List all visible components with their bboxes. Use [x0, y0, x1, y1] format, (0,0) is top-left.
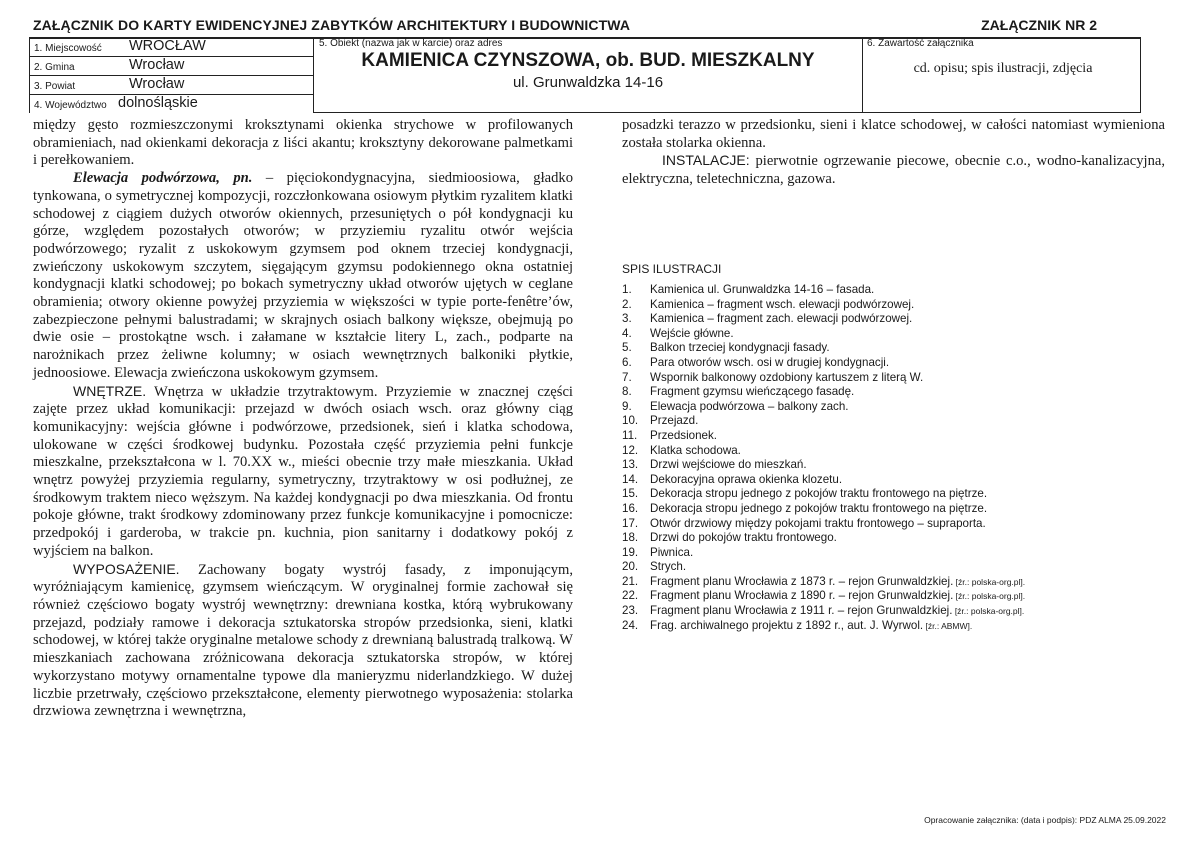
description-left-column — [33, 117, 573, 721]
footer-note: Opracowanie załącznika: (data i podpis): PDZ ALMA 25.09.2022 — [924, 815, 1166, 825]
paragraph-roof-windows: między gęsto rozmieszczonymi kroksztynami okienka strychowe w profilowanych obramieniach, nad okienkami dekoracja z liści akantu; kroksztyny dekorowane palmetkami i perełkowaniem. — [33, 117, 573, 169]
field-label-miejscowosc: 1. Miejscowość — [34, 43, 102, 54]
illustration-item — [622, 487, 1025, 502]
illustration-title: Balkon trzeciej kondygnacji fasady. — [650, 341, 830, 355]
field-label-gmina: 2. Gmina — [34, 62, 75, 73]
illustration-item — [622, 341, 1025, 356]
illustration-title: Dekoracja stropu jednego z pokojów traktu frontowego na piętrze. — [650, 501, 988, 515]
illustration-item — [622, 400, 1025, 415]
document-title: ZAŁĄCZNIK DO KARTY EWIDENCYJNEJ ZABYTKÓW ARCHITEKTURY I BUDOWNICTWA — [33, 17, 631, 33]
paragraph-installations — [622, 152, 1165, 188]
illustration-source: [źr.: polska-org.pl]. — [953, 591, 1026, 602]
field-value-wojewodztwo: dolnośląskie — [118, 95, 198, 111]
illustrations-list — [622, 283, 1025, 633]
section-heading-courtyard-elevation: Elewacja podwórzowa, pn. — [73, 170, 253, 187]
illustration-number: 21. — [622, 574, 639, 588]
object-name: KAMIENICA CZYNSZOWA, ob. BUD. MIESZKALNY — [361, 50, 815, 71]
illustration-number: 10. — [622, 414, 639, 428]
illustration-item — [622, 312, 1025, 327]
illustration-item — [622, 619, 1025, 634]
illustration-title: Frag. archiwalnego projektu z 1892 r., aut. J. Wyrwol. — [650, 618, 924, 632]
field-value-gmina: Wrocław — [129, 57, 185, 73]
illustration-title: Fragment planu Wrocławia z 1873 r. – rejon Grunwaldzkiej. — [650, 574, 954, 588]
attachment-content-label: 6. Zawartość załącznika — [867, 38, 974, 49]
illustration-number: 5. — [622, 341, 632, 355]
field-label-powiat: 3. Powiat — [34, 81, 76, 92]
illustration-title: Drzwi wejściowe do mieszkań. — [650, 458, 807, 472]
object-label: 5. Obiekt (nazwa jak w karcie) oraz adres — [319, 38, 503, 49]
illustration-item — [622, 560, 1025, 575]
illustration-title: Otwór drzwiowy między pokojami traktu frontowego – supraporta. — [650, 516, 986, 530]
installations-text: pierwotnie ogrzewanie piecowe, obecnie c.o., wodno-kanalizacyjna, elektryczna, teletechniczna, gazowa. — [622, 153, 1165, 188]
illustration-number: 17. — [622, 516, 639, 530]
illustration-item — [622, 458, 1025, 473]
illustration-item — [622, 531, 1025, 546]
illustration-item — [622, 414, 1025, 429]
illustration-number: 14. — [622, 472, 639, 486]
illustration-number: 13. — [622, 458, 639, 472]
field-value-miejscowosc: WROCŁAW — [129, 38, 206, 54]
illustration-title: Drzwi do pokojów traktu frontowego. — [650, 531, 837, 545]
illustration-number: 2. — [622, 297, 632, 311]
illustration-number: 19. — [622, 545, 639, 559]
illustration-title: Wejście główne. — [650, 326, 734, 340]
illustration-item — [622, 298, 1025, 313]
section-heading-interior: WNĘTRZE. — [73, 382, 147, 399]
paragraph-interior — [33, 383, 573, 561]
illustration-title: Dekoracja stropu jednego z pokojów traktu frontowego na piętrze. — [650, 487, 988, 501]
illustration-item — [622, 371, 1025, 386]
illustration-number: 4. — [622, 326, 632, 340]
illustration-item — [622, 356, 1025, 371]
illustration-item — [622, 575, 1025, 590]
illustration-source: [źr.: polska-org.pl]. — [953, 576, 1026, 587]
illustration-number: 6. — [622, 355, 632, 369]
illustration-title: Fragment planu Wrocławia z 1911 r. – rejon Grunwaldzkiej. — [650, 604, 953, 618]
courtyard-elevation-text: – pięciokondygnacyjna, siedmioosiowa, gładko tynkowana, o symetrycznej kompozycji, rozczłonkowana osiowym płytkim ryzalitem klatki schodowej z ciągiem dużych otworów okiennych, przesuniętych o pół kondygnacji ku górze, względem pozostałych otworów; w przyziemiu ryzalitu otwór wejścia podwórzowego; ryzalit z uskokowym gzymsem pod oknem trzeciej kondygnacji, zwieńczony uskokowym szczytem, sięgającym gzymsu podokiennego okna ostatniej kondygnacji klatki schodowej; po bokach symetryczny układ otworów ujętych w ceglane obramienia; otwory okienne powyżej przyziemia w większości w typie porte-fenêtre’ów, zabezpieczone pełnymi balustradami; w skrajnych osiach balkony większe, obejmują po dwie osie – prostokątne wsch. i załamane w kształcie litery L, zach., podparte na narożnikach przez żeliwne kolumny; w osiach wewnętrznych balkoniki płytkie, jednoosiowe. Elewacja zwieńczona uskokowym gzymsem. — [33, 170, 573, 381]
attachment-content-value: cd. opisu; spis ilustracji, zdjęcia — [913, 61, 1093, 76]
illustration-number: 22. — [622, 589, 639, 603]
illustration-title: Strych. — [650, 560, 687, 574]
illustrations-heading: SPIS ILUSTRACJI — [622, 262, 722, 276]
illustration-number: 23. — [622, 604, 639, 618]
illustration-number: 1. — [622, 283, 632, 296]
illustration-item — [622, 473, 1025, 488]
illustration-item — [622, 283, 1025, 298]
illustration-number: 3. — [622, 312, 632, 326]
object-address: ul. Grunwaldzka 14-16 — [512, 74, 664, 91]
field-value-powiat: Wrocław — [129, 76, 185, 92]
paragraph-continuation: posadzki terazzo w przedsionku, sieni i klatce schodowej, w całości natomiast wymieniona została stolarka okienna. — [622, 117, 1165, 151]
illustration-item — [622, 604, 1025, 619]
section-heading-furnishings: WYPOSAŻENIE. — [73, 560, 180, 577]
illustration-number: 8. — [622, 385, 632, 399]
illustration-title: Kamienica – fragment zach. elewacji podwórzowej. — [650, 312, 913, 326]
interior-text: Wnętrza w układzie trzytraktowym. Przyziemie w znacznej części zajęte przez układ komunikacji: przejazd w dwóch osiach wsch. oraz główny ciąg komunikacyjny: wejścia główne i podwórzowe, przedsionek, sień i klatka schodowa, ulokowane w części środkowej budynku. Pozostała część przyziemia pełni funkcje mieszkalne, przekształcona w l. 70.XX w., mieści obecnie trzy małe mieszkania. Układ wnętrz powyżej przyziemia regularny, symetryczny, trzytraktowy w osi podłużnej, ze środkowym traktem nieco węższym. Na każdej kondygnacji po dwa mieszkania. Od frontu pokoje główne, trakt środkowy zdominowany przez funkcje komunikacyjne i pomocnicze: przedpokój i garderoba, w trakcie pn. kuchnia, pion sanitarny i dodatkowy pokój z wyjściem na balkon. — [33, 383, 573, 559]
illustration-number: 11. — [622, 428, 638, 442]
furnishings-text: Zachowany bogaty wystrój fasady, z imponującym, wyróżniającym kamienicę, gzymsem wieńczącym. W oryginalnej formie zachował się również częściowo bogaty wystrój wewnętrzny: drewniana kostka, którą wybrukowany przejazd, podziały ramowe i dekoracja sztukatorska stropów przedsionka, sieni, klatki schodowej, w której także oryginalne metalowe schody z drewnianą balustradą tralkową. W mieszkaniach zachowana zróżnicowana dekoracja sztukatorska stropów, w której wykorzystano motywy ornamentalne typowe dla manieryzmu niderlandzkiego. W dużej liczbie przetrwały, częściowo przekształcone, elementy pierwotnego wyposażenia: stolarka drzwiowa zewnętrzna i wewnętrzna, — [33, 561, 573, 720]
table-divider-2 — [862, 37, 863, 113]
illustration-item — [622, 502, 1025, 517]
illustration-title: Para otworów wsch. osi w drugiej kondygnacji. — [650, 355, 890, 369]
field-label-wojewodztwo: 4. Województwo — [34, 100, 107, 111]
description-right-column — [622, 117, 1165, 189]
illustration-number: 9. — [622, 399, 632, 413]
paragraph-furnishings — [33, 561, 573, 721]
illustration-title: Przejazd. — [650, 414, 699, 428]
illustration-item — [622, 517, 1025, 532]
illustration-title: Kamienica ul. Grunwaldzka 14-16 – fasada. — [650, 283, 875, 296]
illustration-title: Kamienica – fragment wsch. elewacji podwórzowej. — [650, 297, 915, 311]
illustration-number: 20. — [622, 560, 639, 574]
illustration-title: Wspornik balkonowy ozdobiony kartuszem z literą W. — [650, 370, 924, 384]
attachment-number: ZAŁĄCZNIK NR 2 — [981, 17, 1097, 33]
illustration-number: 16. — [622, 501, 639, 515]
paragraph-courtyard-elevation — [33, 170, 573, 382]
section-heading-installations: INSTALACJE: — [662, 152, 750, 169]
illustration-number: 15. — [622, 487, 639, 501]
table-border-bottom — [313, 112, 1141, 113]
illustration-title: Piwnica. — [650, 545, 694, 559]
header-table — [29, 37, 1141, 113]
illustration-number: 12. — [622, 443, 639, 457]
illustration-number: 18. — [622, 531, 639, 545]
illustration-title: Fragment planu Wrocławia z 1890 r. – rejon Grunwaldzkiej. — [650, 589, 954, 603]
illustration-number: 24. — [622, 618, 639, 632]
illustration-item — [622, 327, 1025, 342]
illustration-item — [622, 385, 1025, 400]
illustration-number: 7. — [622, 370, 632, 384]
illustration-source: [źr.: polska-org.pl]. — [952, 606, 1025, 617]
illustration-item — [622, 444, 1025, 459]
illustration-item — [622, 546, 1025, 561]
illustration-title: Dekoracyjna oprawa okienka klozetu. — [650, 472, 843, 486]
illustration-title: Klatka schodowa. — [650, 443, 741, 457]
illustration-title: Elewacja podwórzowa – balkony zach. — [650, 399, 849, 413]
illustration-title: Fragment gzymsu wieńczącego fasadę. — [650, 385, 855, 399]
illustration-title: Przedsionek. — [650, 428, 718, 442]
illustration-source: [źr.: ABMW]. — [923, 620, 973, 631]
illustration-item — [622, 589, 1025, 604]
illustration-item — [622, 429, 1025, 444]
